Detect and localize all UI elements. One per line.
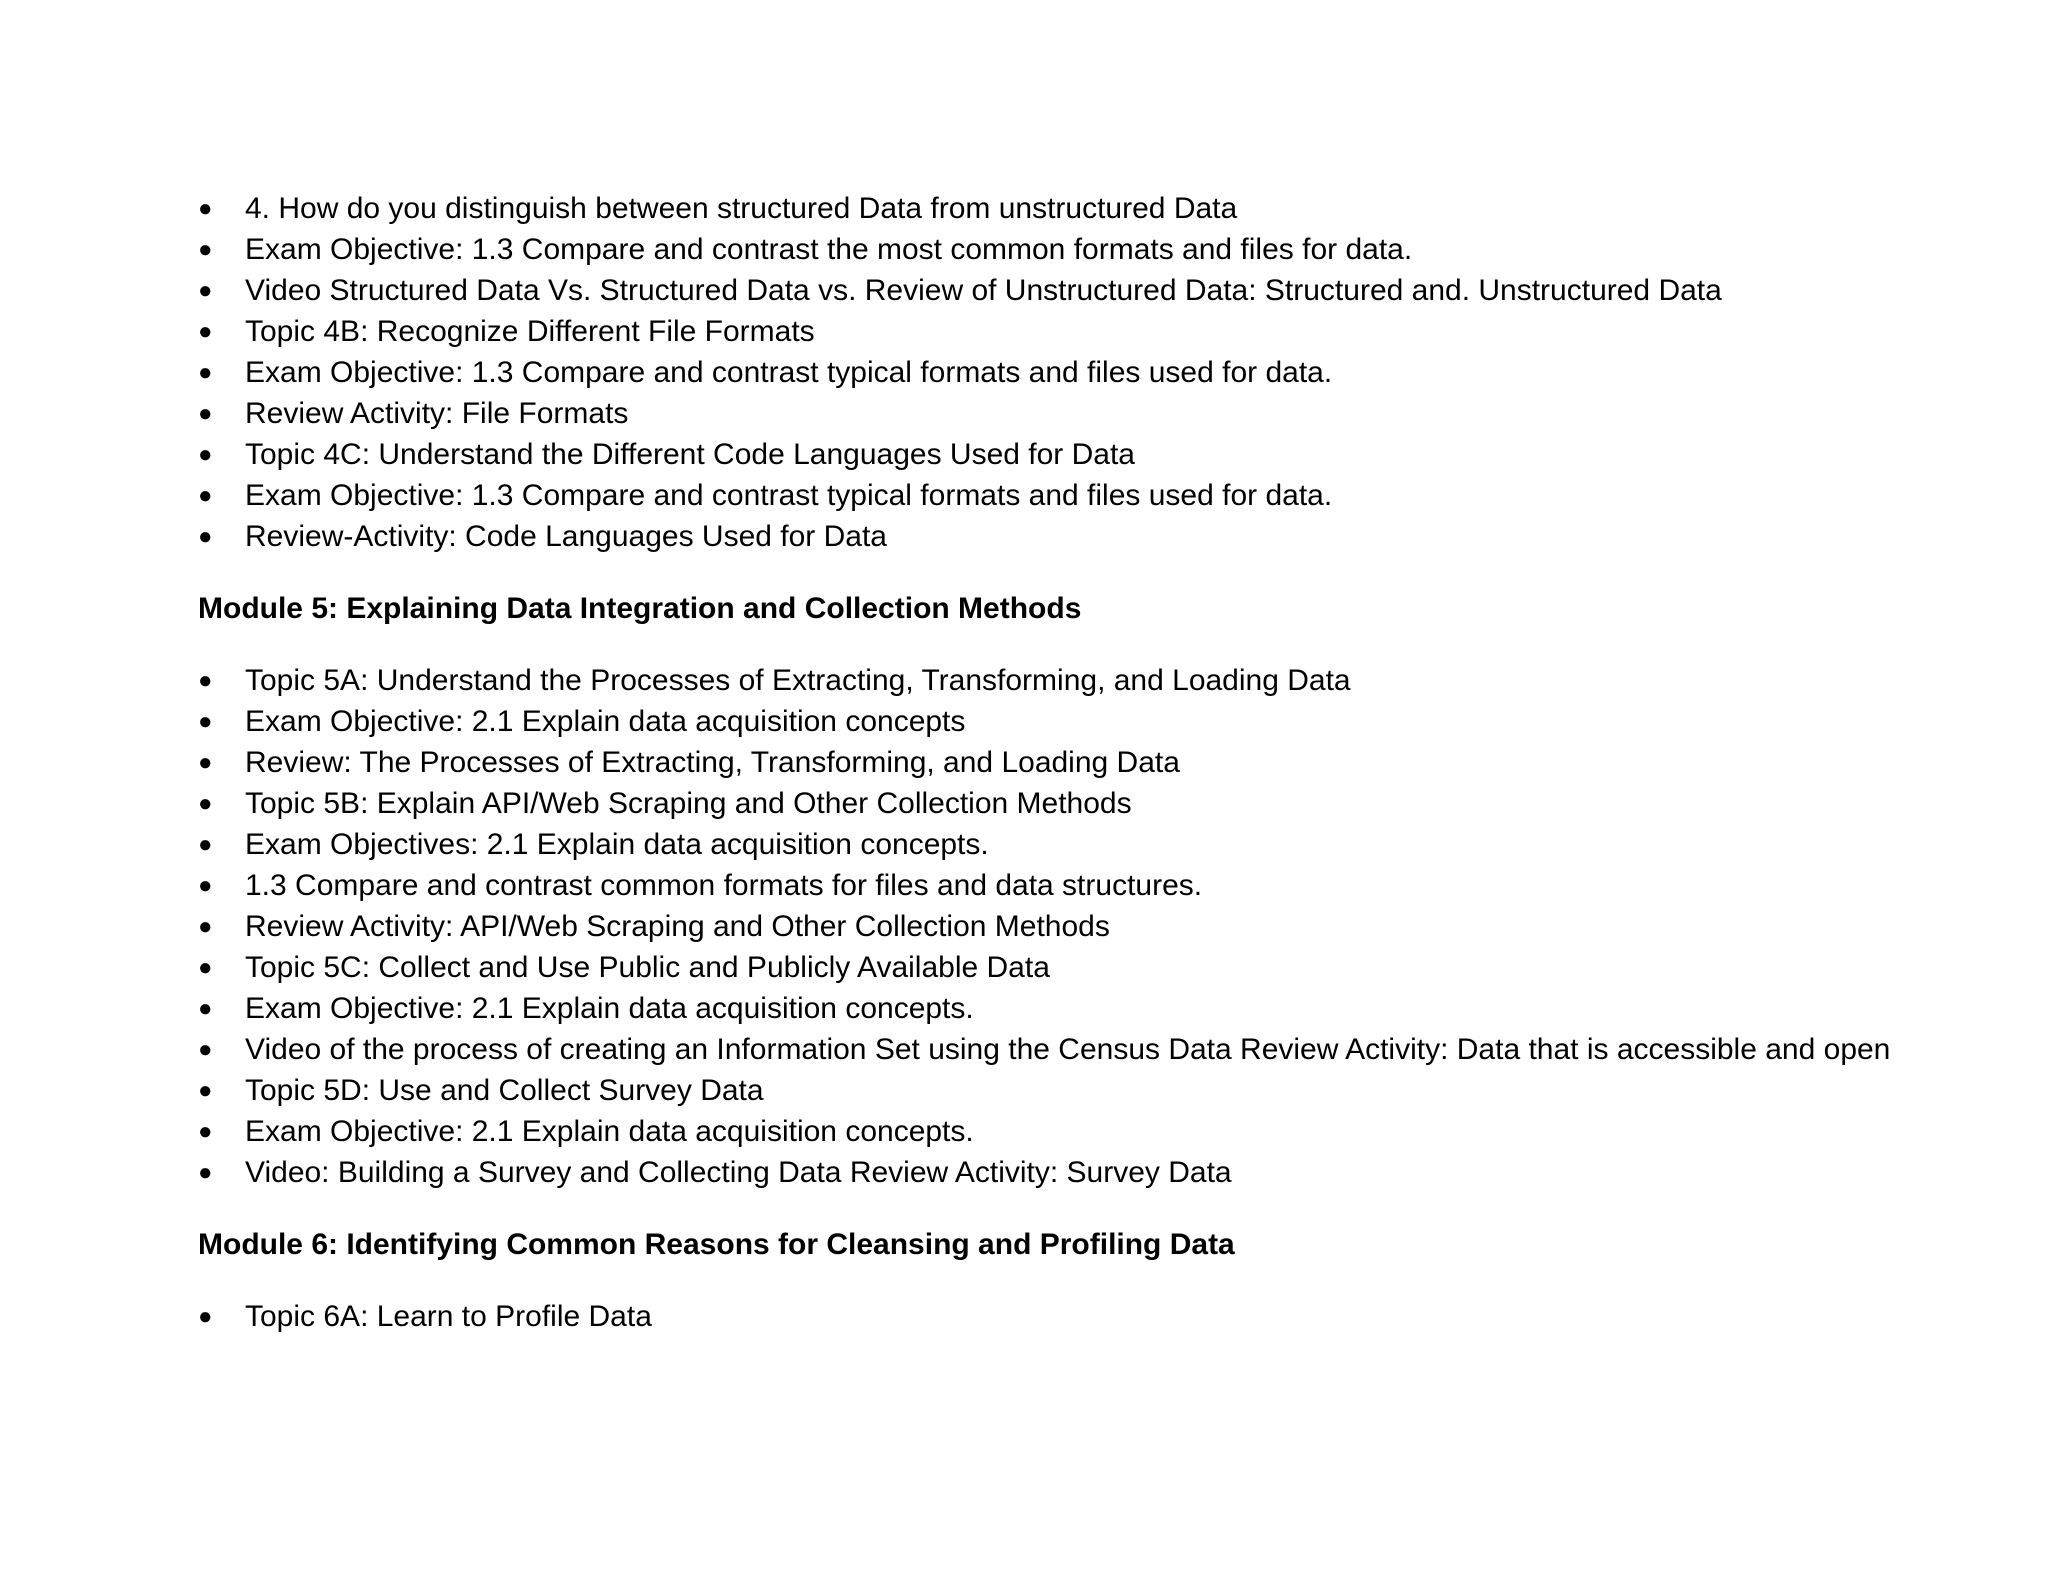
bullet-icon: ● — [198, 1159, 213, 1186]
list-item — [198, 1152, 1898, 1193]
list-item — [198, 701, 1898, 742]
list-item-text: Topic 5C: Collect and Use Public and Publicly Available Data — [245, 951, 1050, 984]
bullet-icon: ● — [198, 995, 213, 1022]
list-item — [198, 188, 1898, 229]
list-item-text: Video of the process of creating an Information Set using the Census Data Review Activity: Data that is accessible and open — [245, 1033, 1891, 1066]
module-5-heading: Module 5: Explaining Data Integration and Collection Methods — [198, 592, 1082, 625]
list-item — [198, 475, 1898, 516]
list-item — [198, 947, 1898, 988]
list-item — [198, 988, 1898, 1029]
bullet-icon: ● — [198, 913, 213, 940]
bullet-icon: ● — [198, 749, 213, 776]
bullet-icon: ● — [198, 708, 213, 735]
bullet-icon: ● — [198, 1118, 213, 1145]
list-item-text: Exam Objective: 1.3 Compare and contrast the most common formats and files for data. — [245, 233, 1413, 266]
list-item-text: Topic 4B: Recognize Different File Formats — [245, 315, 815, 348]
list-item — [198, 865, 1898, 906]
list-item — [198, 393, 1898, 434]
list-item — [198, 824, 1898, 865]
list-item-text: Review-Activity: Code Languages Used for Data — [245, 520, 887, 553]
bullet-icon: ● — [198, 1303, 213, 1330]
list-item — [198, 270, 1898, 311]
list-item — [198, 906, 1898, 947]
list-item-text: Video Structured Data Vs. Structured Data vs. Review of Unstructured Data: Structured and. Unstructured Data — [245, 274, 1722, 307]
bullet-icon: ● — [198, 359, 213, 386]
list-item — [198, 229, 1898, 270]
bullet-icon: ● — [198, 318, 213, 345]
list-item — [198, 516, 1898, 557]
list-item — [198, 1029, 1898, 1070]
bullet-icon: ● — [198, 195, 213, 222]
list-item — [198, 783, 1898, 824]
list-item-text: Exam Objective: 2.1 Explain data acquisition concepts — [245, 705, 966, 738]
bullet-icon: ● — [198, 954, 213, 981]
list-item-text: 4. How do you distinguish between structured Data from unstructured Data — [245, 192, 1238, 225]
bullet-icon: ● — [198, 441, 213, 468]
bullet-list-module-6 — [198, 1296, 1898, 1337]
list-item — [198, 434, 1898, 475]
list-item-text: Exam Objective: 2.1 Explain data acquisition concepts. — [245, 992, 974, 1025]
bullet-icon: ● — [198, 1077, 213, 1104]
list-item-text: Exam Objective: 2.1 Explain data acquisition concepts. — [245, 1115, 974, 1148]
bullet-list-module-4 — [198, 188, 1898, 557]
list-item-text: Review: The Processes of Extracting, Transforming, and Loading Data — [245, 746, 1180, 779]
list-item-text: Topic 5D: Use and Collect Survey Data — [245, 1074, 764, 1107]
bullet-icon: ● — [198, 236, 213, 263]
bullet-icon: ● — [198, 831, 213, 858]
bullet-icon: ● — [198, 277, 213, 304]
bullet-icon: ● — [198, 1036, 213, 1063]
list-item — [198, 1296, 1898, 1337]
list-item-text: Exam Objective: 1.3 Compare and contrast typical formats and files used for data. — [245, 356, 1333, 389]
document-page — [198, 188, 1898, 1337]
list-item-text: Topic 5B: Explain API/Web Scraping and Other Collection Methods — [245, 787, 1132, 820]
bullet-icon: ● — [198, 790, 213, 817]
module-6-heading: Module 6: Identifying Common Reasons for Cleansing and Profiling Data — [198, 1228, 1235, 1261]
list-item — [198, 311, 1898, 352]
list-item-text: Topic 6A: Learn to Profile Data — [245, 1300, 652, 1333]
list-item-text: Review Activity: File Formats — [245, 397, 629, 430]
list-item — [198, 1070, 1898, 1111]
list-item-text: Exam Objectives: 2.1 Explain data acquisition concepts. — [245, 828, 989, 861]
list-item-text: Topic 5A: Understand the Processes of Extracting, Transforming, and Loading Data — [245, 664, 1351, 697]
list-item-text: Topic 4C: Understand the Different Code Languages Used for Data — [245, 438, 1135, 471]
list-item — [198, 660, 1898, 701]
bullet-icon: ● — [198, 667, 213, 694]
bullet-icon: ● — [198, 482, 213, 509]
bullet-list-module-5 — [198, 660, 1898, 1193]
bullet-icon: ● — [198, 523, 213, 550]
bullet-icon: ● — [198, 400, 213, 427]
list-item — [198, 1111, 1898, 1152]
list-item — [198, 742, 1898, 783]
bullet-icon: ● — [198, 872, 213, 899]
list-item-text: Exam Objective: 1.3 Compare and contrast typical formats and files used for data. — [245, 479, 1333, 512]
list-item-text: 1.3 Compare and contrast common formats for files and data structures. — [245, 869, 1203, 902]
list-item-text: Video: Building a Survey and Collecting Data Review Activity: Survey Data — [245, 1156, 1232, 1189]
list-item-text: Review Activity: API/Web Scraping and Other Collection Methods — [245, 910, 1110, 943]
list-item — [198, 352, 1898, 393]
